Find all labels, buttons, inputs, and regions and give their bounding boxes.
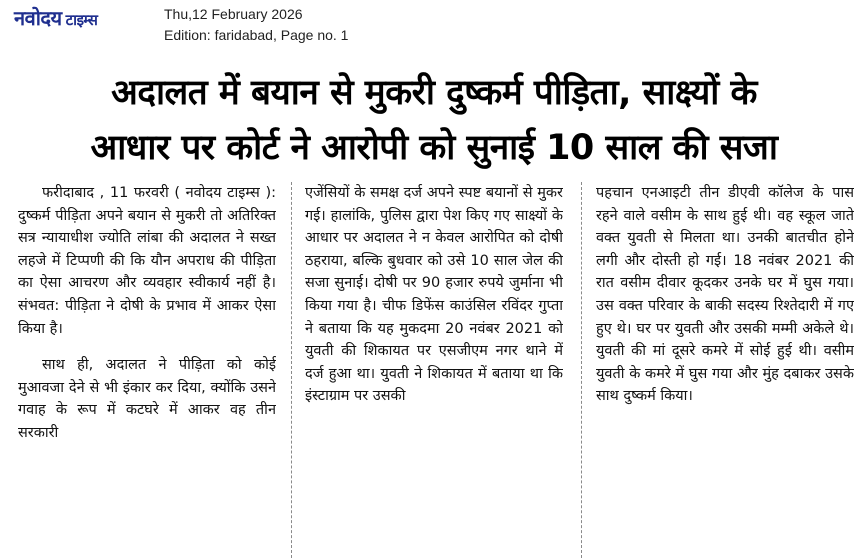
article-column-1 xyxy=(18,182,276,558)
article-body xyxy=(18,182,858,558)
column-2-paragraph: एजेंसियों के समक्ष दर्ज अपने स्पष्ट बयानों से मुकर गई। हालांकि, पुलिस द्वारा पेश किए गए साक्ष्यों के आधार पर अदालत ने न केवल आरोपित को दोषी ठहराया, बल्कि बुधवार को उसे 10 साल जेल की सजा सुनाई। दोषी पर 90 हजार रुपये जुर्माना भी किया गया है। चीफ डिफेंस काउंसिल रविंदर गुप्ता ने बताया कि यह मुकदमा 20 नवंबर 2021 को युवती की शिकायत पर एसजीएम नगर थाने में दर्ज हुआ था। युवती ने शिकायत में बताया था कि इंस्टाग्राम पर उसकी xyxy=(305,185,563,405)
logo-sub-text: टाइम्स xyxy=(65,11,98,29)
edition-info: Edition: faridabad, Page no. 1 xyxy=(164,27,349,43)
publication-date: Thu,12 February 2026 xyxy=(164,6,303,22)
logo-main-text: नवोदय xyxy=(14,6,62,30)
column-divider xyxy=(291,182,292,558)
column-divider xyxy=(581,182,582,558)
article-column-2 xyxy=(305,182,563,558)
article-column-3 xyxy=(596,182,854,558)
article-headline xyxy=(14,66,854,176)
headline-line-1: अदालत में बयान से मुकरी दुष्कर्म पीड़िता, साक्ष्यों के xyxy=(111,73,757,113)
column-3-paragraph: पहचान एनआइटी तीन डीएवी कॉलेज के पास रहने वाले वसीम के साथ हुई थी। वह स्कूल जाते वक्त युवती से मिलता था। उनकी बातचीत होने लगी और दोस्ती हो गई। 18 नवंबर 2021 की रात वसीम दीवार कूदकर उनके घर में घुस गया। उस वक्त परिवार के बाकी सदस्य रिश्तेदारी में गए हुए थे। घर पर युवती और उसकी मम्मी अकेले थे। युवती की मां दूसरे कमरे में सोई हुई थी। वसीम युवती के कमरे में घुस गया और मुंह दबाकर उसके साथ दुष्कर्म किया। xyxy=(596,185,854,405)
masthead xyxy=(0,0,865,50)
edition-meta xyxy=(164,4,348,46)
headline-line-2: आधार पर कोर्ट ने आरोपी को सुनाई 10 साल की सजा xyxy=(90,128,778,168)
column-1-paragraph-1: फरीदाबाद , 11 फरवरी ( नवोदय टाइम्स ): दुष्कर्म पीड़िता अपने बयान से मुकरी तो अतिरिक्त सत्र न्यायाधीश ज्योति लांबा की अदालत ने सख्त लहजे में टिप्पणी की कि यौन अपराध की पीड़िता का ऐसा आचरण और व्यवहार स्वीकार्य नहीं है। संभवत: पीड़िता ने दोषी के प्रभाव में आकर ऐसा किया है। xyxy=(18,185,276,337)
column-1-paragraph-2: साथ ही, अदालत ने पीड़िता को कोई मुआवजा देने से भी इंकार कर दिया, क्योंकि उसने गवाह के रूप में कटघरे में आकर वह तीन सरकारी xyxy=(18,357,276,441)
newspaper-logo xyxy=(14,4,97,31)
